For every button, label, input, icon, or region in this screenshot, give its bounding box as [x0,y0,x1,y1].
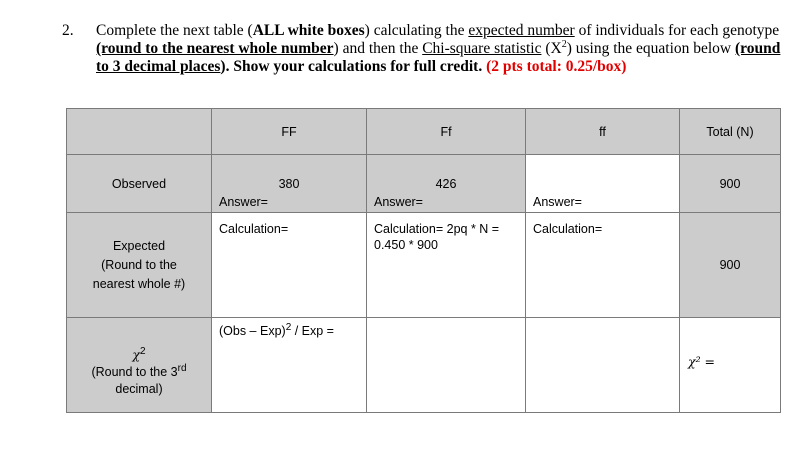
question-text-superscript: 2 [561,38,567,50]
question-block [62,22,782,76]
expected-label [67,213,212,318]
chi-label-text: (Round to the 3 [91,365,178,379]
expected-Ff-answer-label: Answer= [374,195,423,209]
observed-FF: 380 [212,155,367,213]
observed-row [67,155,781,213]
expected-label-line1: Expected [112,238,166,253]
chi-label-superscript: rd [177,362,187,374]
chi-square-label [67,318,212,413]
chi-formula-text: (Obs – Exp) [219,324,286,338]
chi-symbol-superscript: 2 [140,345,146,357]
expected-Ff-input-cell[interactable] [367,195,526,318]
expected-label-line3: nearest whole #) [92,276,186,291]
question-text-part: ) calculating the [364,22,469,39]
observed-total: 900 [680,155,781,213]
genotype-table [66,108,781,413]
chi-label-line3: decimal) [115,382,163,396]
chi-formula-superscript: 2 [285,321,292,333]
header-corner-cell [67,109,212,155]
chi-total-label: χ² = [688,354,716,369]
expected-row [67,213,781,318]
points-note: (2 pts total: 0.25/box) [482,58,627,75]
observed-label: Observed [67,155,212,213]
header-total: Total (N) [680,109,781,155]
expected-label-line2: (Round to the [101,257,177,272]
question-text-part: ) and then the [333,40,423,57]
chi-formula-tail: / Exp = [291,324,334,338]
question-text-part: of individuals for each genotype [574,22,780,39]
chi-total-input-cell[interactable] [680,318,781,413]
header-ff: ff [526,109,680,155]
question-text-emphasis: ALL white boxes [252,22,365,39]
header-row [67,109,781,155]
question-text-part: Complete the next table ( [96,22,253,39]
expected-ff-answer-label: Answer= [533,195,582,209]
chi-label-line2 [67,364,211,381]
question-text-part: ) using the equation below [566,40,736,57]
chi-FF-input-cell[interactable] [212,318,367,413]
header-FF: FF [212,109,367,155]
chi-formula [219,321,334,338]
chi-symbol [67,346,211,364]
expected-ff-input-cell[interactable] [526,195,680,318]
question-text [96,22,782,76]
expected-FF-calc-label: Calculation= [219,222,289,236]
observed-Ff: 426 [367,155,526,213]
chi-square-row [67,318,781,413]
question-text-emphasis: (round to 3 decimal places [96,40,781,75]
expected-FF-input-cell[interactable] [212,195,367,318]
chi-Ff-input-cell[interactable] [367,318,526,413]
question-number: 2. [62,22,74,39]
expected-ff-calc-label: Calculation= [533,222,603,236]
chi-letter: χ [132,347,140,362]
question-text-underlined: expected number [468,22,575,39]
chi-ff-input-cell[interactable] [526,318,680,413]
question-text-underlined: Chi-square statistic [422,40,542,57]
header-Ff: Ff [367,109,526,155]
question-text-part: (X [541,40,562,57]
expected-FF-answer-label: Answer= [219,195,268,209]
expected-total: 900 [680,213,781,318]
question-text-emphasis: (round to the nearest whole number [96,40,334,57]
expected-Ff-calc-text: Calculation= 2pq * N = 0.450 * 900 [374,222,500,252]
question-text-emphasis: ). Show your calculations for full credit. [220,58,483,75]
